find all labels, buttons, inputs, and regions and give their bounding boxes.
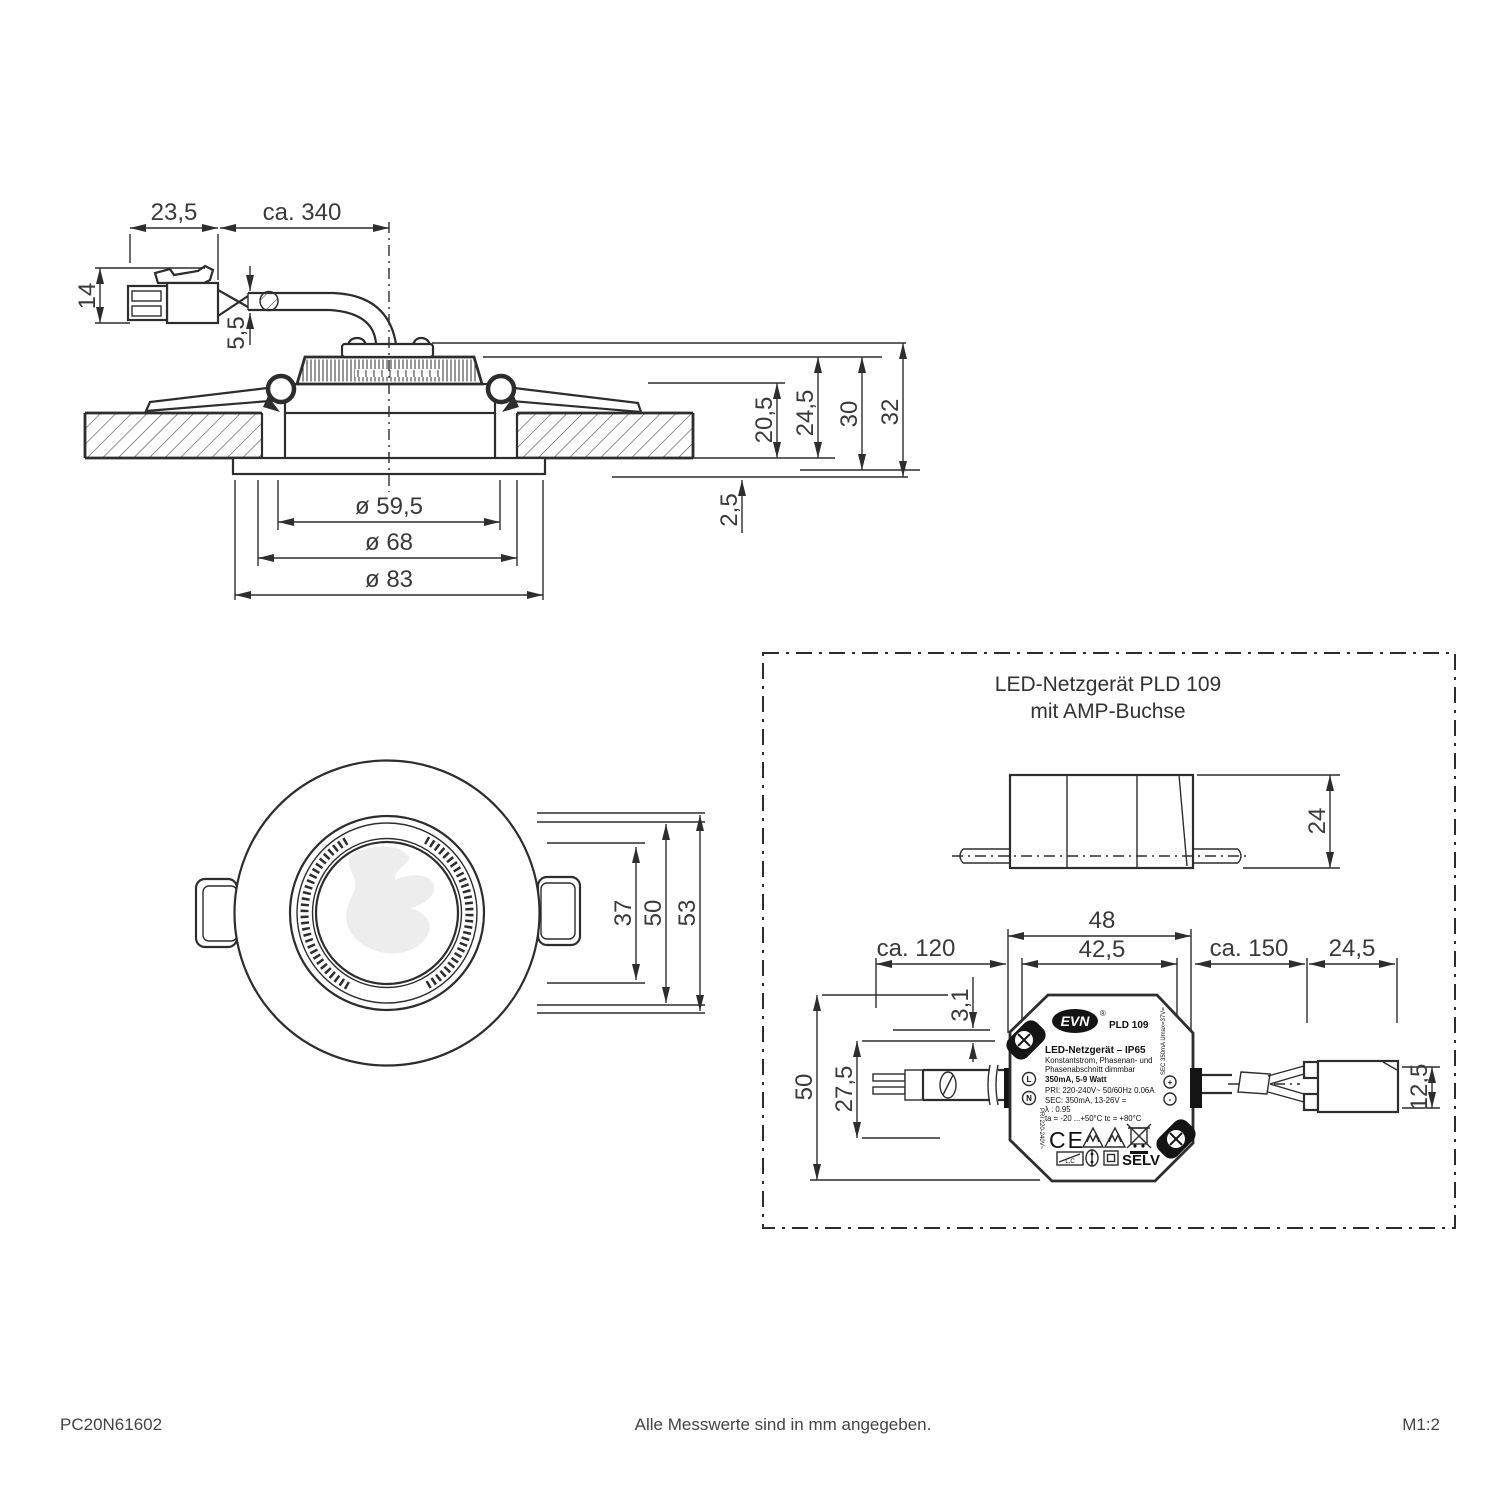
terminal-n: N bbox=[1026, 1094, 1032, 1103]
scale-label: M1:2 bbox=[1402, 1415, 1440, 1434]
psu-label-line7: λ : 0.95 bbox=[1045, 1105, 1071, 1114]
spring-clip-left bbox=[146, 376, 294, 412]
pri-side-text: PRI 220-240V~ bbox=[1038, 1108, 1044, 1150]
stripped-wire bbox=[873, 1087, 905, 1094]
dim-label-psu-42-5: 42,5 bbox=[1078, 936, 1126, 963]
registered-mark: ® bbox=[1100, 1009, 1106, 1018]
terminal-minus: - bbox=[1168, 1095, 1172, 1104]
evn-logo-text: EVN bbox=[1060, 1013, 1090, 1029]
plug-pin bbox=[132, 306, 161, 316]
dim-label-connector-width: 23,5 bbox=[150, 199, 198, 226]
dim-label-front-37: 37 bbox=[610, 899, 637, 927]
psu-secondary-cable bbox=[1190, 1061, 1398, 1112]
dim-label-psu-ca150: ca. 150 bbox=[1209, 935, 1289, 962]
dim-label-psu-24: 24 bbox=[1304, 807, 1331, 835]
psu-label-line6: SEC: 350mA, 13-26V = bbox=[1045, 1096, 1127, 1105]
dim-label-psu-ca120: ca. 120 bbox=[876, 935, 956, 962]
spring-clip-right bbox=[488, 376, 641, 412]
dim-label-recess-20-5: 20,5 bbox=[751, 396, 778, 444]
amp-socket-connector bbox=[1304, 1061, 1398, 1112]
cable-sleeve bbox=[905, 1070, 923, 1100]
ceiling-right-section bbox=[517, 413, 693, 458]
dim-label-dia-68: ø 68 bbox=[364, 529, 414, 556]
dim-label-cable-length: ca. 340 bbox=[262, 199, 342, 226]
amp-plug-connector bbox=[128, 266, 248, 323]
dim-label-cable-diameter: 5,5 bbox=[223, 316, 250, 350]
terminal-plus: + bbox=[1167, 1078, 1173, 1087]
dim-label-connector-height: 14 bbox=[74, 282, 101, 310]
lamp-body bbox=[285, 384, 495, 413]
psu-label-line1: LED-Netzgerät – IP65 bbox=[1045, 1045, 1146, 1056]
sec-side-text: SEC 350mA Umax=37V= bbox=[1161, 1007, 1167, 1075]
dim-label-psu-48: 48 bbox=[1088, 907, 1116, 934]
dim-label-dia-83: ø 83 bbox=[364, 566, 414, 593]
psu-model: PLD 109 bbox=[1109, 1020, 1149, 1031]
dim-label-psu-3-1: 3,1 bbox=[947, 988, 974, 1022]
psu-title-line1: LED-Netzgerät PLD 109 bbox=[994, 673, 1222, 696]
units-note: Alle Messwerte sind in mm angegeben. bbox=[634, 1415, 932, 1434]
document-code: PC20N61602 bbox=[60, 1415, 163, 1434]
plug-pin bbox=[132, 291, 161, 301]
dim-label-dia-59-5: ø 59,5 bbox=[354, 493, 424, 520]
psu-label-line4: 350mA, 5-9 Watt bbox=[1045, 1075, 1107, 1084]
front-view-drawing bbox=[196, 761, 705, 1066]
dim-label-psu-50: 50 bbox=[791, 1073, 818, 1101]
dim-label-height-32: 32 bbox=[877, 398, 904, 426]
psu-label-line3: Phasenabschnitt dimmbar bbox=[1045, 1065, 1136, 1074]
dimmer-lc-text: L,C bbox=[1065, 1159, 1075, 1165]
dim-label-flange-2-5: 2,5 bbox=[716, 493, 743, 527]
cable-gland-right bbox=[1190, 1068, 1202, 1108]
dimensions-diameters bbox=[235, 480, 543, 600]
dim-label-psu-27-5: 27,5 bbox=[831, 1065, 858, 1113]
side-view-drawing bbox=[74, 199, 920, 600]
mounting-tab-left bbox=[196, 879, 237, 947]
psu-side-view bbox=[952, 775, 1340, 868]
dim-label-front-50: 50 bbox=[640, 899, 667, 927]
dim-label-psu-12-5: 12,5 bbox=[1406, 1063, 1433, 1111]
selv-text: SELV bbox=[1122, 1152, 1161, 1169]
mounting-tab-right bbox=[538, 877, 580, 945]
psu-label-line5: PRI: 220-240V~ 50/60Hz 0.06A bbox=[1045, 1086, 1155, 1095]
terminal-l: L bbox=[1026, 1075, 1032, 1084]
psu-mains-cable bbox=[873, 1065, 1017, 1108]
dim-label-recess-24-5: 24,5 bbox=[792, 389, 819, 437]
psu-body bbox=[1003, 995, 1200, 1181]
ce-mark: CE bbox=[1049, 1127, 1085, 1153]
cable-break-symbol bbox=[260, 292, 278, 311]
dim-label-psu-24-5: 24,5 bbox=[1328, 935, 1376, 962]
psu-label-line8: ta = -20 ...+50°C tc = +80°C bbox=[1045, 1114, 1142, 1123]
stripped-wire bbox=[873, 1074, 905, 1081]
psu-section bbox=[763, 653, 1455, 1228]
psu-title-line2: mit AMP-Buchse bbox=[1030, 700, 1186, 723]
lamp-top-cap bbox=[342, 344, 433, 357]
cable-break-segment bbox=[1238, 1072, 1270, 1094]
dim-label-height-30: 30 bbox=[836, 400, 863, 428]
ceiling-left-section bbox=[85, 413, 262, 458]
psu-label-line2: Konstantstrom, Phasenan- und bbox=[1045, 1056, 1153, 1065]
dim-label-front-53: 53 bbox=[674, 899, 701, 927]
dimensions-top bbox=[74, 199, 389, 350]
footer bbox=[60, 1415, 1440, 1434]
supply-cable bbox=[248, 292, 396, 345]
